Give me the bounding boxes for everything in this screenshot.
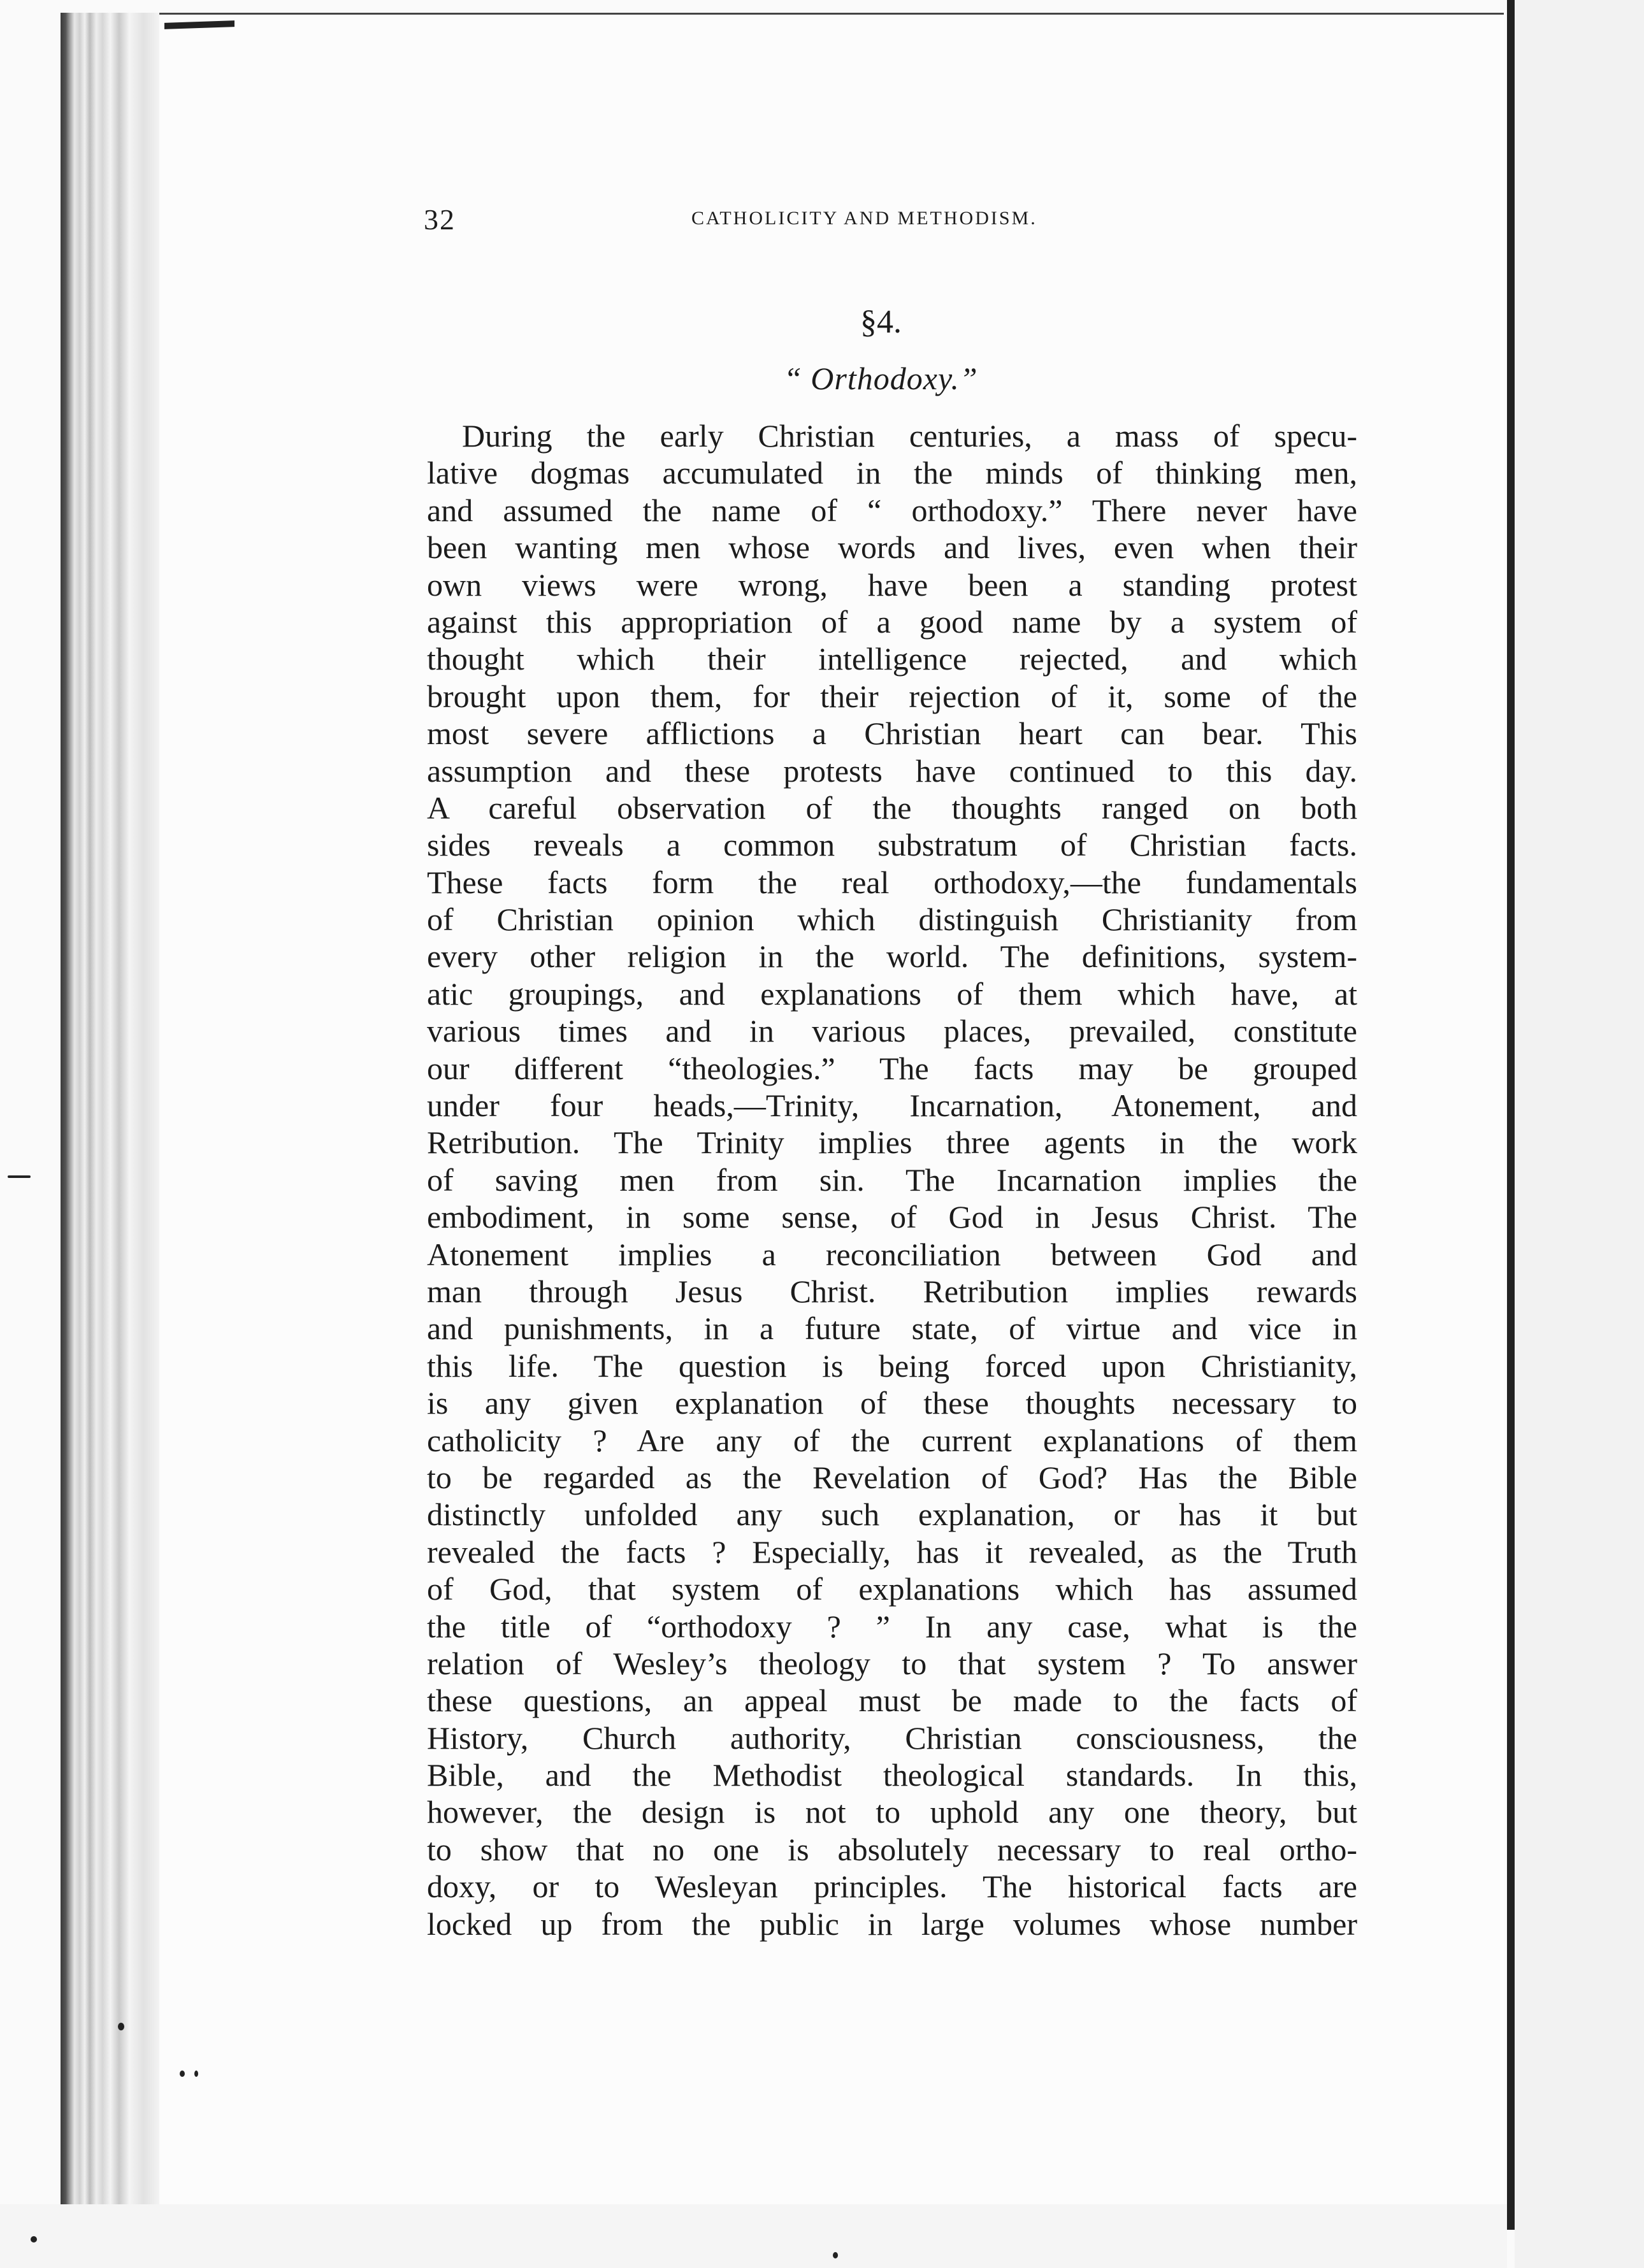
scan-speck: [118, 2023, 124, 2030]
text-line: catholicity ? Are any of the current explanations of them: [427, 1422, 1357, 1458]
text-line: revealed the facts ? Especially, has it revealed, as the Truth: [427, 1533, 1357, 1570]
text-line: doxy, or to Wesleyan principles. The historical facts are: [427, 1869, 1357, 1905]
text-line: of saving men from sin. The Incarnation implies the: [427, 1161, 1357, 1198]
text-line: and punishments, in a future state, of virtue and vice in: [427, 1310, 1357, 1347]
page-number: 32: [424, 203, 456, 236]
text-line: the title of “orthodoxy ? ” In any case, what is the: [427, 1608, 1357, 1644]
text-line: distinctly unfolded any such explanation, or has it but: [427, 1496, 1357, 1533]
section-title: “ Orthodoxy.”: [784, 361, 978, 396]
text-line: During the early Christian centuries, a mass of specu-: [462, 418, 1357, 454]
text-line: atic groupings, and explanations of them which have, at: [427, 975, 1357, 1012]
text-line: to show that no one is absolutely necessary to real ortho-: [427, 1831, 1357, 1867]
scan-speck: [180, 2071, 185, 2077]
text-line: however, the design is not to uphold any one theory, but: [427, 1794, 1357, 1830]
text-line: Bible, and the Methodist theological standards. In this,: [427, 1757, 1357, 1793]
text-line: assumption and these protests have continued to this day.: [427, 752, 1357, 789]
text-line: man through Jesus Christ. Retribution implies rewards: [427, 1273, 1357, 1309]
scan-speck: [194, 2071, 198, 2077]
text-line: to be regarded as the Revelation of God? Has the Bible: [427, 1459, 1357, 1495]
text-line: lative dogmas accumulated in the minds of thinking men,: [427, 455, 1357, 491]
text-line: every other religion in the world. The definitions, system-: [427, 938, 1357, 975]
scan-speck: [8, 1175, 31, 1178]
text-line: locked up from the public in large volumes whose number: [427, 1906, 1357, 1942]
text-line: most severe afflictions a Christian heart can bear. This: [427, 715, 1357, 752]
body-paragraph: [427, 417, 1357, 1942]
text-line: embodiment, in some sense, of God in Jesus Christ. The: [427, 1199, 1357, 1235]
text-line: under four heads,—Trinity, Incarnation, Atonement, and: [427, 1087, 1357, 1124]
section-number: §4.: [860, 304, 902, 340]
text-line: these questions, an appeal must be made to the facts of: [427, 1683, 1357, 1719]
scan-bottom-margin: [0, 2204, 1507, 2268]
text-line: sides reveals a common substratum of Christian facts.: [427, 827, 1357, 863]
text-line: of Christian opinion which distinguish Christianity from: [427, 901, 1357, 938]
running-title: CATHOLICITY AND METHODISM.: [691, 208, 1037, 229]
text-line: various times and in various places, prevailed, constitute: [427, 1013, 1357, 1049]
text-line: our different “theologies.” The facts may be grouped: [427, 1050, 1357, 1086]
text-line: this life. The question is being forced upon Christianity,: [427, 1347, 1357, 1384]
text-line: of God, that system of explanations which has assumed: [427, 1571, 1357, 1607]
scan-right-edge: [1507, 0, 1515, 2230]
text-line: A careful observation of the thoughts ranged on both: [427, 789, 1357, 826]
text-line: relation of Wesley’s theology to that system ? To answer: [427, 1645, 1357, 1681]
text-line: own views were wrong, have been a standing protest: [427, 566, 1357, 603]
text-line: is any given explanation of these thoughts necessary to: [427, 1385, 1357, 1421]
scan-speck: [31, 2236, 37, 2243]
text-line: against this appropriation of a good name by a system of: [427, 603, 1357, 640]
running-header: [424, 203, 1093, 241]
text-line: been wanting men whose words and lives, even when their: [427, 529, 1357, 566]
text-line: Retribution. The Trinity implies three agents in the work: [427, 1124, 1357, 1161]
text-line: and assumed the name of “ orthodoxy.” There never have: [427, 492, 1357, 528]
text-line: thought which their intelligence rejected, and which: [427, 641, 1357, 677]
scan-speck: [833, 2252, 838, 2258]
text-line: History, Church authority, Christian consciousness, the: [427, 1719, 1357, 1756]
scan-right-margin: [1515, 0, 1644, 2268]
text-line: brought upon them, for their rejection of it, some of the: [427, 678, 1357, 714]
text-line: These facts form the real orthodoxy,—the fundamentals: [427, 864, 1357, 900]
text-line: Atonement implies a reconciliation between God and: [427, 1236, 1357, 1272]
